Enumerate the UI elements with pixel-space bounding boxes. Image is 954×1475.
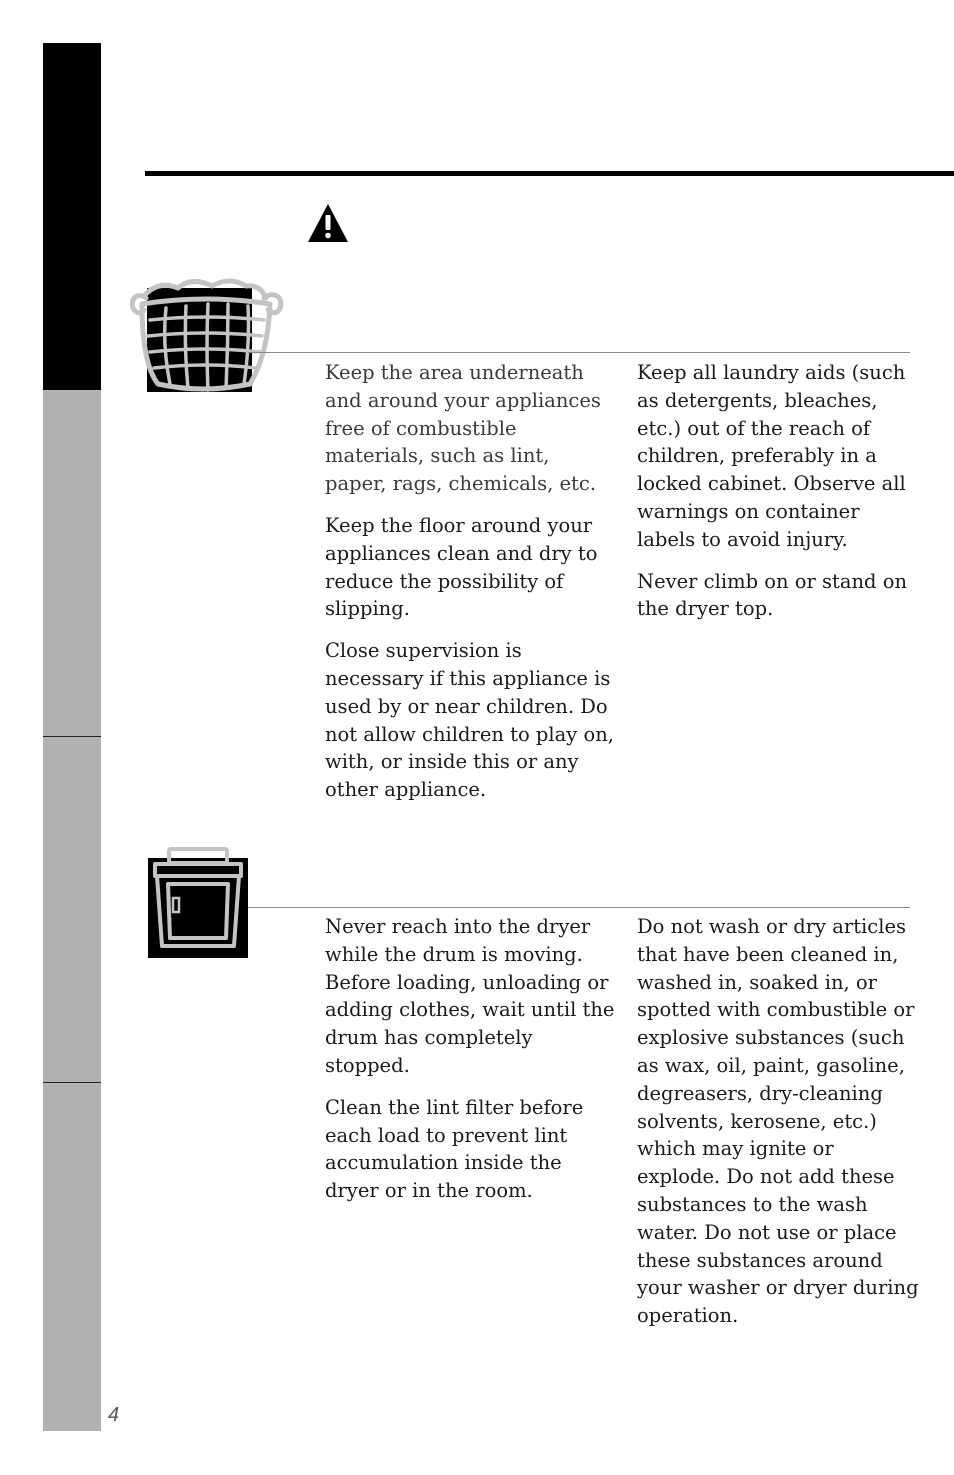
safety-paragraph: Never reach into the dryer while the drum is moving. Before loading, unloading or adding clothes, wait until the drum has completely stopped. [325, 915, 615, 1077]
section-2-left-column [325, 913, 615, 1219]
safety-paragraph: Do not wash or dry articles that have been cleaned in, washed in, soaked in, or spotted with combustible or explosive substances (such as wax, oil, paint, gasoline, degreasers, dry-cleaning solvents, kerosene, etc.) which may ignite or explode. Do not add these substances to the wash water. Do not use or place these substances around your washer or dryer during operation. [637, 915, 919, 1328]
section-divider [248, 907, 910, 908]
safety-paragraph: Keep all laundry aids (such as detergents, bleaches, etc.) out of the reach of children, preferably in a locked cabinet. Observe all warnings on container labels to avoid injury. [637, 361, 906, 551]
safety-paragraph: Never climb on or stand on the dryer top. [637, 569, 908, 621]
side-tab [43, 1082, 101, 1431]
header-rule [145, 171, 954, 176]
warning-triangle-icon [306, 202, 350, 244]
section-divider [248, 352, 910, 353]
safety-paragraph: Keep the area underneath and around your appliances free of combustible materials, such as lint, paper, rags, chemicals, etc. [325, 361, 601, 496]
side-tab-active [43, 43, 101, 390]
side-tab [43, 736, 101, 1083]
safety-paragraph: Close supervision is necessary if this appliance is used by or near children. Do not allow children to play on, with, or inside this or any other appliance. [325, 639, 614, 802]
section-1-left-column [325, 359, 615, 818]
section-1-right-column [637, 359, 922, 637]
section-2-right-column [637, 913, 922, 1344]
side-tab [43, 390, 101, 736]
safety-paragraph: Keep the floor around your appliances clean and dry to reduce the possibility of slipping. [325, 513, 598, 621]
laundry-basket-icon [128, 274, 284, 394]
safety-paragraph: Clean the lint filter before each load to prevent lint accumulation inside the dryer or in the room. [325, 1095, 584, 1203]
page-number: 4 [108, 1404, 120, 1426]
dryer-icon [148, 846, 248, 958]
